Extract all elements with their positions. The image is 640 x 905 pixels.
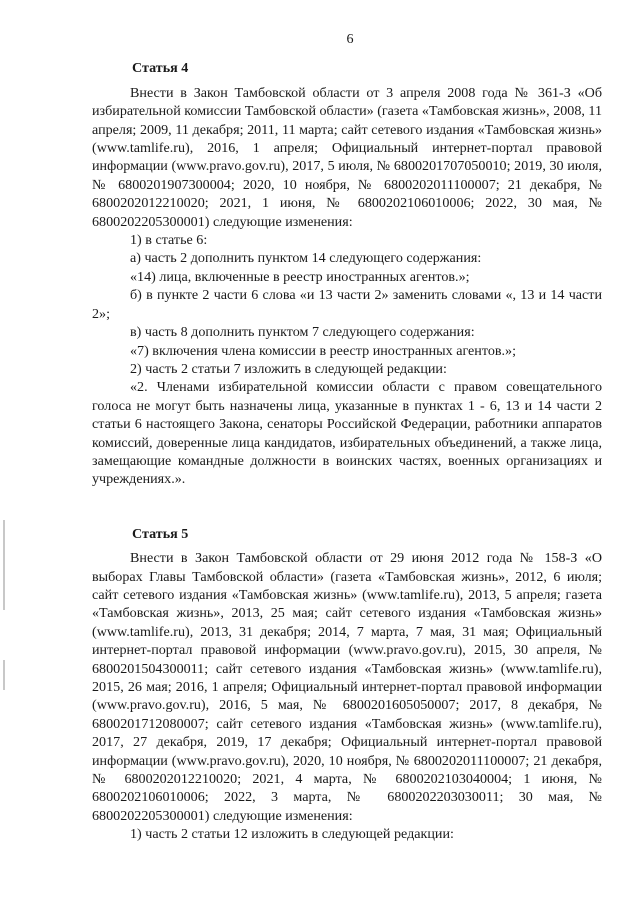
article-4-item-2: 2) часть 2 статьи 7 изложить в следующей редакции:: [130, 360, 447, 377]
section-spacer: [92, 489, 602, 525]
article-5-intro: Внести в Закон Тамбовской области от 29 июня 2012 года № 158-З «О выборах Главы Тамбовской области» (газета «Тамбовская жизнь», 2012, 6 июля; сайт сетевого издания «Тамбовская жизнь» (www.tamlife.ru), 2013, 5 апреля; газета «Тамбовская жизнь», 2013, 25 мая; сайт сетевого издания «Тамбовская жизнь» (www.tamlife.ru), 2013, 31 декабря; 2014, 7 марта, 7 мая, 31 мая; Официальный интернет-портал правовой информации (www.pravo.gov.ru), 2015, 30 апреля, № 6800201504300011; сайт сетевого издания «Тамбовская жизнь» (www.tamlife.ru), 2015, 26 мая; 2016, 1 апреля; Официальный интернет-портал правовой информации (www.pravo.gov.ru), 2016, 5 мая, № 6800201605050007; 2017, 8 декабря, № 6800201712080007; сайт сетевого издания «Тамбовская жизнь» (www.tamlife.ru), 2017, 27 декабря, 2019, 17 декабря; Официальный интернет-портал правовой информации (www.pravo.gov.ru), 2020, 10 ноября, № 6800202011100007; 21 декабря, № 6800202012210020; 2021, 4 марта, № 6800202103040004; 1 июня, № 6800202106010006; 2022, 3 марта, № 6800202203030011; 30 мая, № 6800202205300001) следующие изменения:: [92, 550, 602, 824]
article-4-item-1b: б) в пункте 2 части 6 слова «и 13 части 2» заменить словами «, 13 и 14 части 2»;: [92, 287, 602, 322]
article-4-item-1a-text: «14) лица, включенные в реестр иностранных агентов.»;: [130, 268, 470, 285]
article-4: [92, 59, 602, 488]
article-4-item-1v-text: «7) включения члена комиссии в реестр иностранных агентов.»;: [130, 342, 517, 359]
article-4-item-2-text: «2. Членами избирательной комиссии области с правом совещательного голоса не могут быть назначены лица, указанные в пунктах 1 - 6, 13 и 14 части 2 статьи 6 настоящего Закона, сенаторы Российской Федерации, работники аппаратов комиссий, доверенные лица кандидатов, избирательных объединений, а также лица, замещающие командные должности в воинских частях, военных организациях и учреждениях.».: [92, 379, 602, 488]
article-4-title: Статья 4: [132, 60, 189, 77]
article-5: [92, 525, 602, 844]
article-5-item-1: 1) часть 2 статьи 12 изложить в следующей редакции:: [130, 826, 454, 843]
scan-margin-mark: [3, 660, 5, 690]
article-5-title: Статья 5: [132, 525, 189, 542]
article-4-intro: Внести в Закон Тамбовской области от 3 апреля 2008 года № 361-З «Об избирательной комиссии Тамбовской области» (газета «Тамбовская жизнь», 2008, 11 апреля; 2009, 11 декабря; 2011, 11 марта; сайт сетевого издания «Тамбовская жизнь» (www.tamlife.ru), 2016, 1 апреля; Официальный интернет-портал правовой информации (www.pravo.gov.ru), 2017, 5 июля, № 6800201707050010; 2019, 30 июля, № 6800201907300004; 2020, 10 ноября, № 6800202011100007; 21 декабря, № 6800202012210020; 2021, 1 июня, № 6800202106010006; 2022, 30 мая, № 6800202205300001) следующие изменения:: [92, 84, 602, 230]
page-number: 6: [346, 31, 354, 47]
article-4-item-1: 1) в статье 6:: [130, 232, 208, 249]
document-page: [92, 30, 602, 844]
article-4-item-1a: а) часть 2 дополнить пунктом 14 следующего содержания:: [130, 250, 482, 267]
article-4-item-1v: в) часть 8 дополнить пунктом 7 следующего содержания:: [130, 324, 475, 341]
scan-margin-mark: [3, 520, 5, 610]
